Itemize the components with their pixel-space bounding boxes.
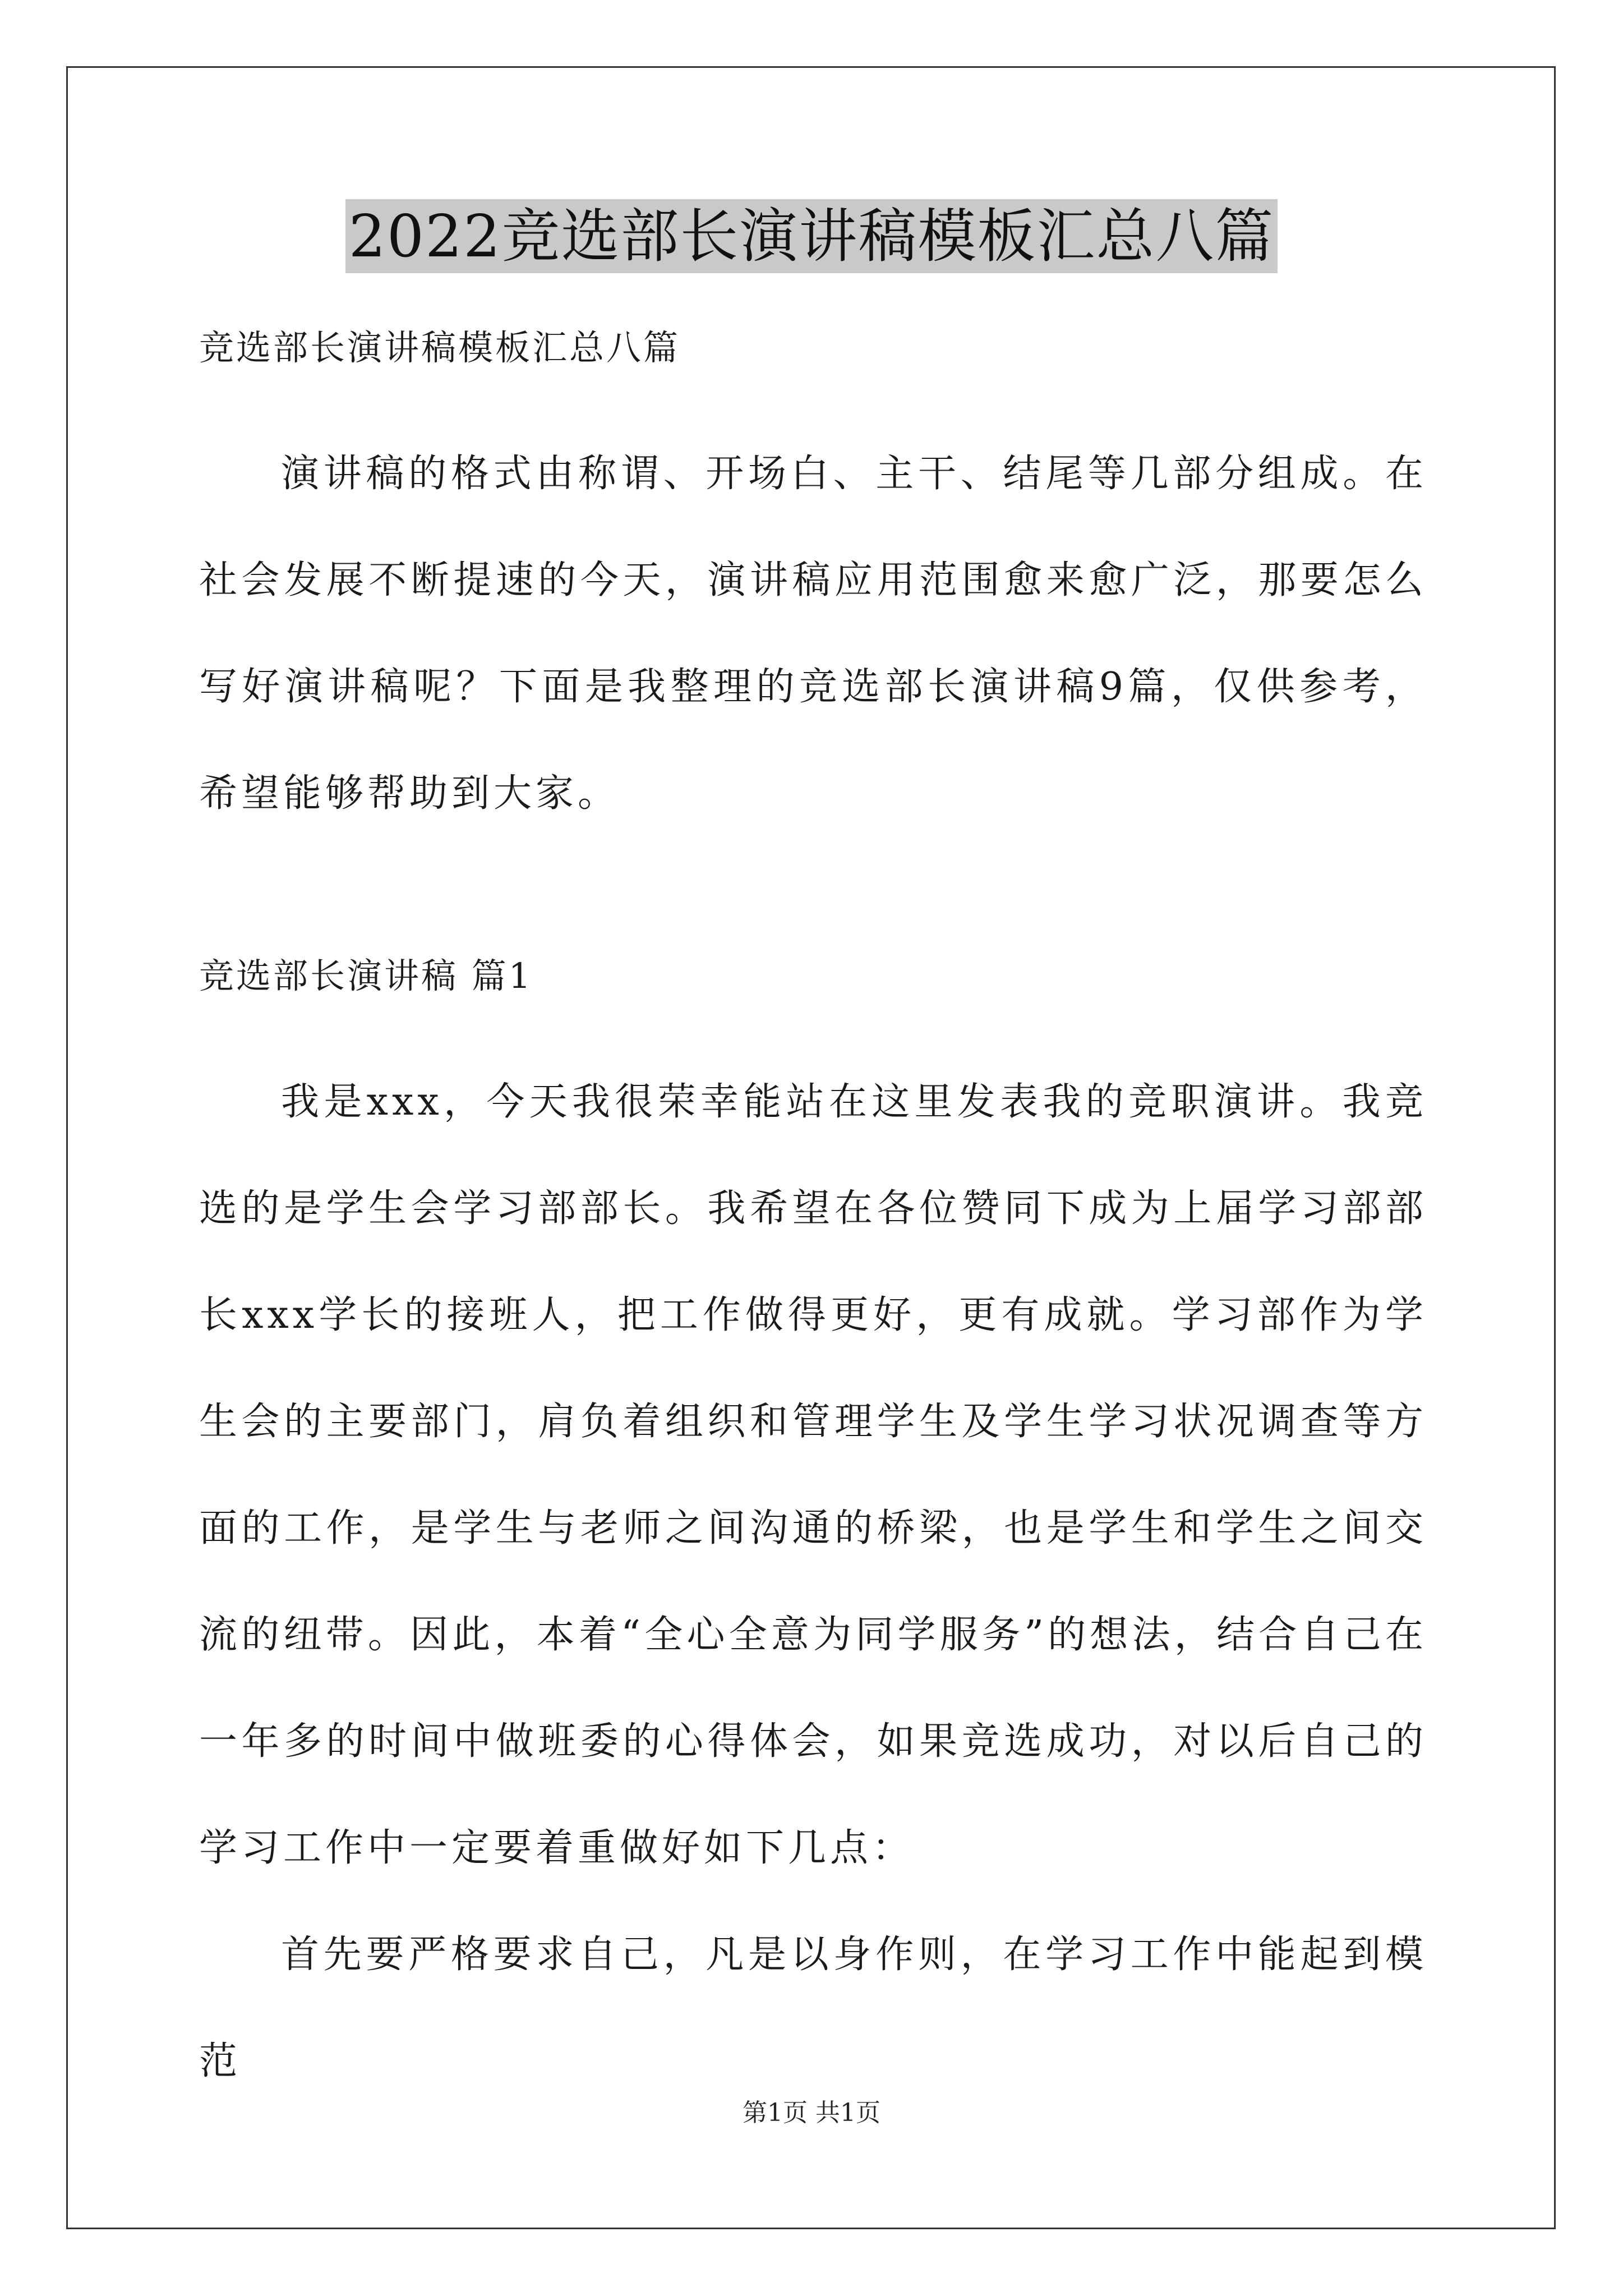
spacer (199, 381, 1427, 421)
section-heading: 竞选部长演讲稿 篇1 (199, 955, 533, 996)
body-paragraph-1: 我是xxx，今天我很荣幸能站在这里发表我的竞职演讲。我竞选的是学生会学习部部长。我希望在各位赞同下成为上届学习部部长xxx学长的接班人，把工作做得更好，更有成就。学习部作为学生会的主要部门，肩负着组织和管理学生及学生学习状况调查等方面的工作，是学生与老师之间沟通的桥梁，也是学生和学生之间交流的纽带。因此，本着“全心全意为同学服务”的想法，结合自己在一年多的时间中做班委的心得体会，如果竞选成功，对以后自己的学习工作中一定要着重做好如下几点： (199, 1080, 1427, 1870)
title-container (0, 199, 1623, 273)
document-body (199, 314, 1427, 2115)
intro-paragraph: 演讲稿的格式由称谓、开场白、主干、结尾等几部分组成。在社会发展不断提速的今天，演讲稿应用范围愈来愈广泛，那要怎么写好演讲稿呢？下面是我整理的竞选部长演讲稿9篇，仅供参考，希望能够帮助到大家。 (199, 452, 1427, 816)
body-paragraph-2: 首先要严格要求自己，凡是以身作则，在学习工作中能起到模范 (199, 1932, 1427, 2083)
document-subtitle: 竞选部长演讲稿模板汇总八篇 (199, 327, 681, 368)
document-title: 2022竞选部长演讲稿模板汇总八篇 (345, 199, 1278, 273)
spacer (199, 847, 1427, 942)
page-number: 第1页 共1页 (743, 2099, 880, 2127)
spacer (199, 1010, 1427, 1049)
